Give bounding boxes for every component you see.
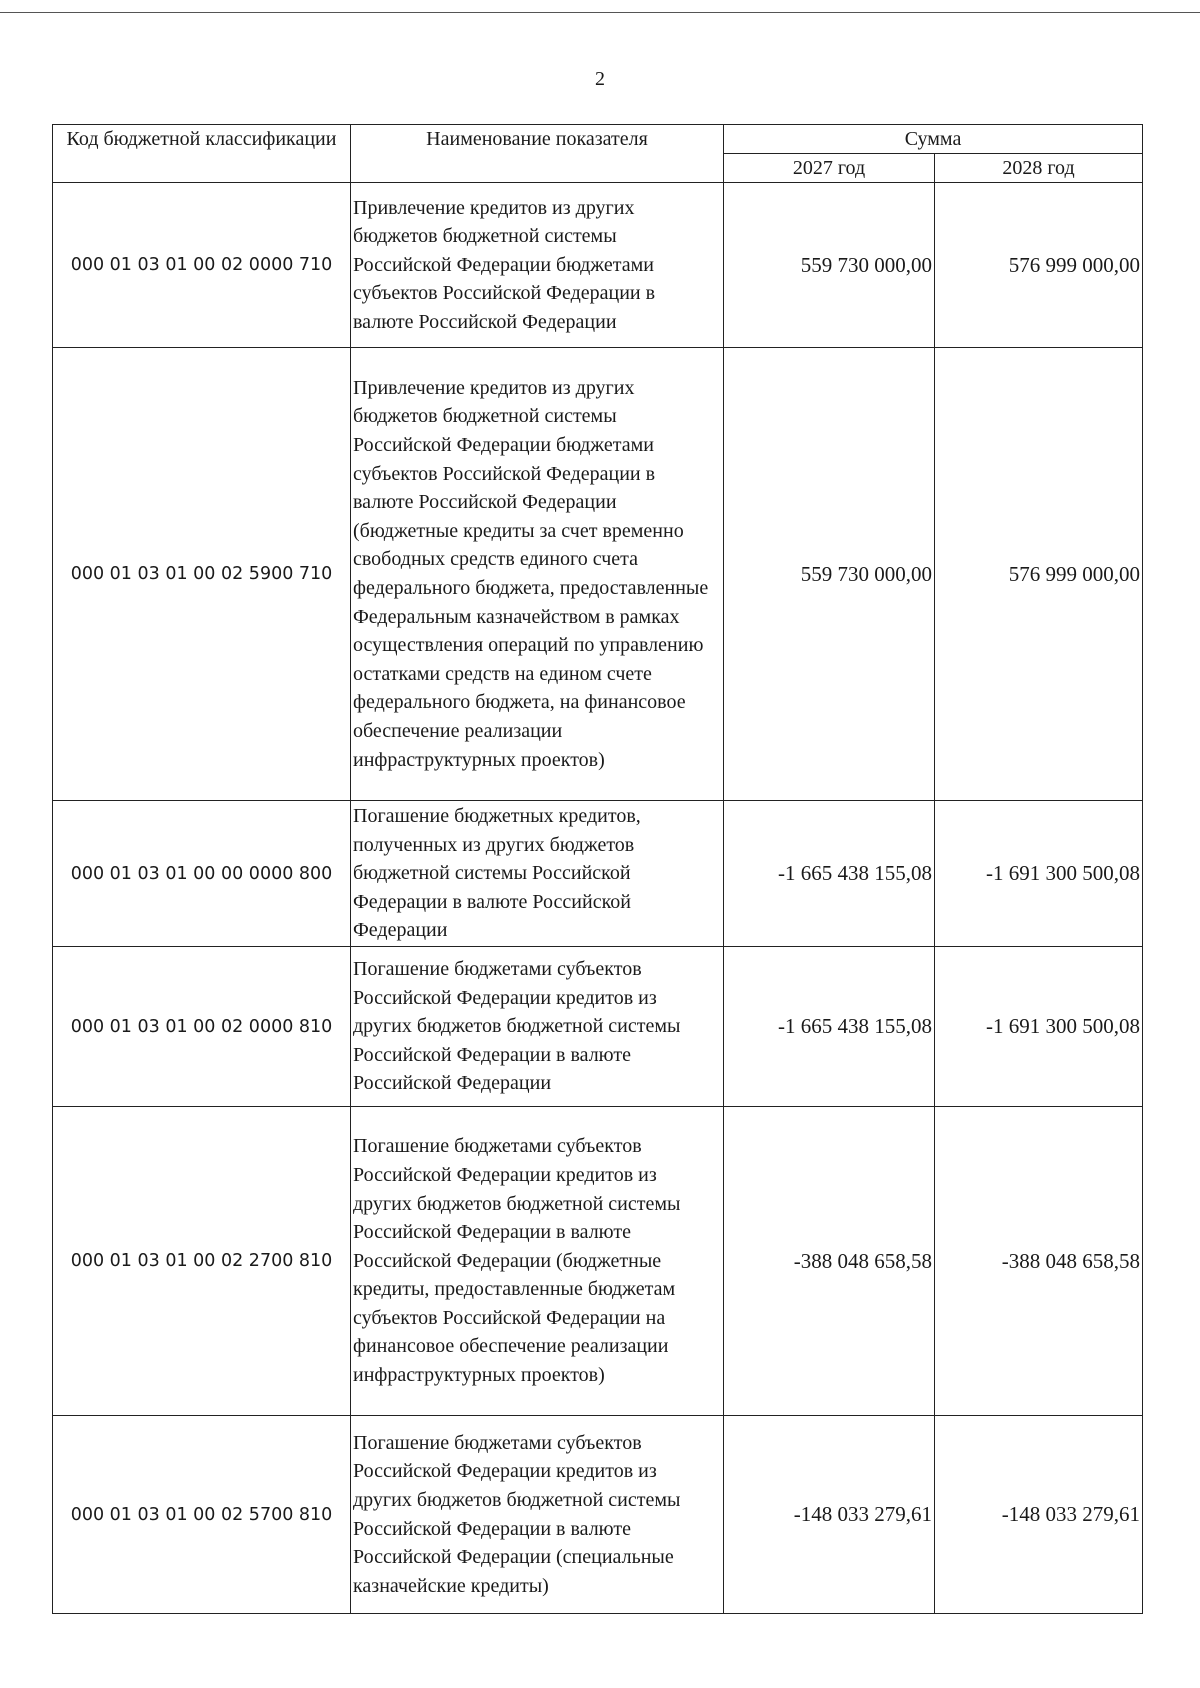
row-code: 000 01 03 01 00 02 2700 810: [53, 1107, 351, 1416]
row-name: Погашение бюджетами субъектов Российской Федерации кредитов из других бюджетов бюджетной системы Российской Федерации в валюте Российской Федерации (специальные казначейские кредиты): [351, 1416, 724, 1614]
header-year-2028: 2028 год: [935, 154, 1143, 183]
row-sum-2027: -1 665 438 155,08: [724, 947, 935, 1107]
row-sum-2027: -1 665 438 155,08: [724, 801, 935, 947]
top-rule: [0, 12, 1200, 13]
row-name: Привлечение кредитов из других бюджетов бюджетной системы Российской Федерации бюджетами субъектов Российской Федерации в валюте Российской Федерации: [351, 183, 724, 348]
table-row: [53, 801, 1143, 947]
row-code: 000 01 03 01 00 02 0000 710: [53, 183, 351, 348]
row-code: 000 01 03 01 00 02 0000 810: [53, 947, 351, 1107]
row-sum-2028: -1 691 300 500,08: [935, 801, 1143, 947]
row-code: 000 01 03 01 00 00 0000 800: [53, 801, 351, 947]
page-number: 2: [595, 68, 605, 90]
table-row: [53, 348, 1143, 801]
row-sum-2028: -1 691 300 500,08: [935, 947, 1143, 1107]
row-sum-2027: 559 730 000,00: [724, 348, 935, 801]
row-sum-2028: -388 048 658,58: [935, 1107, 1143, 1416]
row-sum-2028: -148 033 279,61: [935, 1416, 1143, 1614]
header-year-2027: 2027 год: [724, 154, 935, 183]
table-header-row: [53, 125, 1143, 154]
row-name: Привлечение кредитов из других бюджетов бюджетной системы Российской Федерации бюджетами субъектов Российской Федерации в валюте Российской Федерации (бюджетные кредиты за счет временно свободных средств единого счета федерального бюджета, предоставленные Федеральным казначейством в рамках осуществления операций по управлению остатками средств на едином счете федерального бюджета, на финансовое обеспечение реализации инфраструктурных проектов): [351, 348, 724, 801]
row-sum-2028: 576 999 000,00: [935, 183, 1143, 348]
row-sum-2027: -148 033 279,61: [724, 1416, 935, 1614]
table-row: [53, 183, 1143, 348]
row-sum-2028: 576 999 000,00: [935, 348, 1143, 801]
header-sum: Сумма: [724, 125, 1143, 154]
row-code: 000 01 03 01 00 02 5700 810: [53, 1416, 351, 1614]
row-sum-2027: 559 730 000,00: [724, 183, 935, 348]
table-row: [53, 947, 1143, 1107]
header-code: Код бюджетной классификации: [53, 125, 351, 183]
row-code: 000 01 03 01 00 02 5900 710: [53, 348, 351, 801]
header-name: Наименование показателя: [351, 125, 724, 183]
row-name: Погашение бюджетных кредитов, полученных из других бюджетов бюджетной системы Российской Федерации в валюте Российской Федерации: [351, 801, 724, 947]
table-row: [53, 1416, 1143, 1614]
budget-table: [52, 124, 1143, 1614]
row-name: Погашение бюджетами субъектов Российской Федерации кредитов из других бюджетов бюджетной системы Российской Федерации в валюте Российской Федерации: [351, 947, 724, 1107]
row-sum-2027: -388 048 658,58: [724, 1107, 935, 1416]
table-row: [53, 1107, 1143, 1416]
row-name: Погашение бюджетами субъектов Российской Федерации кредитов из других бюджетов бюджетной системы Российской Федерации в валюте Российской Федерации (бюджетные кредиты, предоставленные бюджетам субъектов Российской Федерации на финансовое обеспечение реализации инфраструктурных проектов): [351, 1107, 724, 1416]
